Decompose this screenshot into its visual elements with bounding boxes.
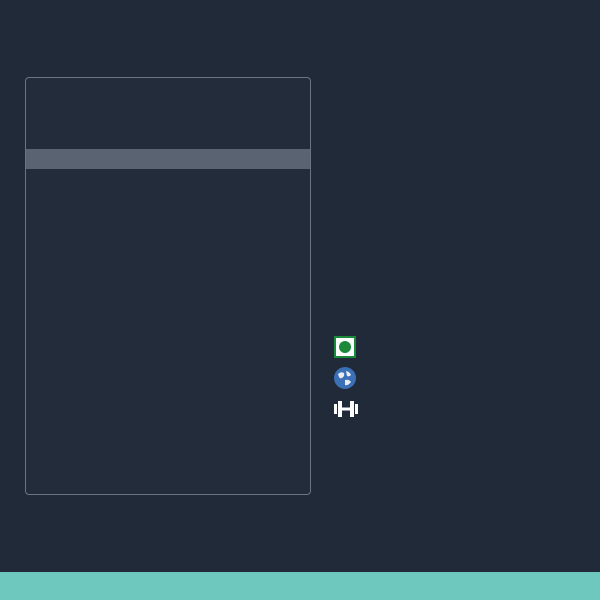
nutrition-header-row [26, 149, 310, 169]
feature-vegetarian [333, 335, 583, 359]
feature-imported-whey [333, 366, 583, 390]
veg-mark-icon [334, 336, 356, 358]
bottom-accent-band [0, 572, 600, 600]
nutrition-facts-panel [25, 77, 311, 495]
feature-net-weight [333, 397, 583, 421]
globe-icon [333, 366, 357, 390]
dumbbell-icon [333, 398, 359, 420]
